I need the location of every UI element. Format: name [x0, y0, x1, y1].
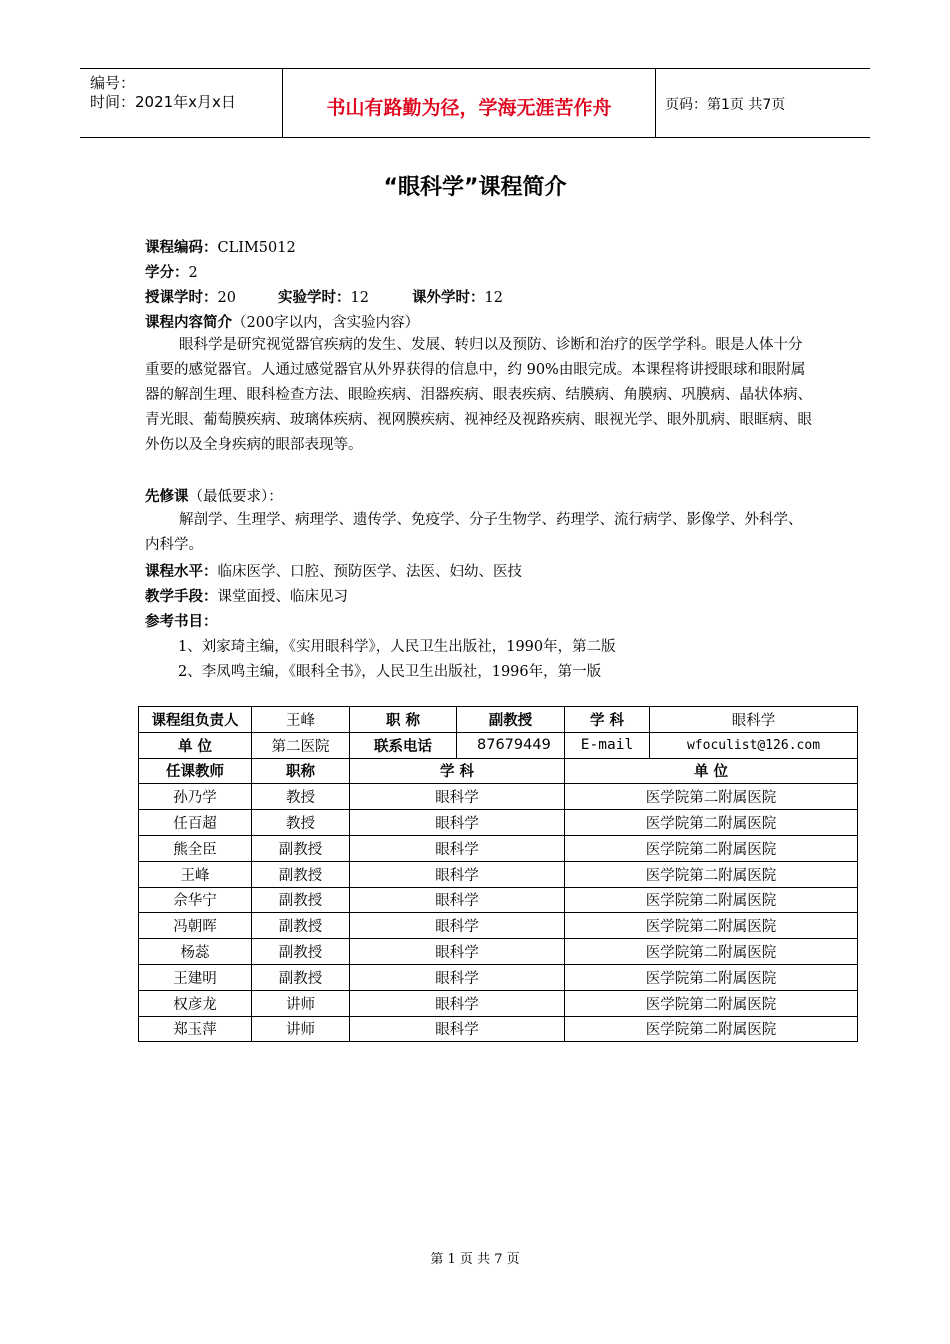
prereq-heading — [145, 485, 283, 506]
table-row — [139, 810, 858, 836]
subject-label: 学 科 — [565, 707, 650, 733]
teacher-unit: 医学院第二附属医院 — [565, 784, 858, 810]
table-row — [139, 1016, 858, 1042]
unit-value: 第二医院 — [252, 732, 350, 758]
teacher-subject: 眼科学 — [350, 939, 565, 965]
teacher-title: 教授 — [252, 810, 350, 836]
phone-value: 87679449 — [457, 732, 565, 758]
page-footer: 第 1 页 共 7 页 — [430, 1252, 520, 1267]
prereq-text: 解剖学、生理学、病理学、遗传学、免疫学、分子生物学、药理学、流行病学、影像学、外科学、内科学。 — [145, 512, 803, 553]
teacher-title: 副教授 — [252, 939, 350, 965]
teacher-name: 王建明 — [139, 964, 252, 990]
course-code-label: 课程编码： — [145, 240, 218, 256]
method-value: 课堂面授、临床见习 — [217, 589, 348, 605]
credit-value: 2 — [188, 265, 198, 281]
teacher-subject: 眼科学 — [350, 1016, 565, 1042]
lecture-hours-label: 授课学时： — [145, 290, 218, 306]
teacher-unit: 医学院第二附属医院 — [565, 964, 858, 990]
phone-label: 联系电话 — [350, 732, 457, 758]
reference-item: 2、李凤鸣主编，《眼科全书》，人民卫生出版社，1996年，第一版 — [178, 664, 602, 680]
teacher-name: 杨蕊 — [139, 939, 252, 965]
references-heading — [145, 610, 218, 631]
lab-hours — [278, 286, 369, 307]
teacher-subject: 眼科学 — [350, 810, 565, 836]
table-row — [139, 861, 858, 887]
teacher-name: 郑玉萍 — [139, 1016, 252, 1042]
teacher-unit: 医学院第二附属医院 — [565, 835, 858, 861]
col-teacher: 任课教师 — [139, 758, 252, 784]
teacher-title: 副教授 — [252, 835, 350, 861]
table-row — [139, 887, 858, 913]
header-motto-cell — [282, 69, 656, 137]
references-label: 参考书目： — [145, 614, 218, 630]
col-subject: 学 科 — [350, 758, 565, 784]
teacher-table — [138, 706, 858, 1042]
prereq-label: 先修课 — [145, 489, 189, 505]
header-page-number: 页码：第1页 共7页 — [665, 97, 786, 113]
reference-item: 1、刘家琦主编，《实用眼科学》，人民卫生出版社，1990年，第二版 — [178, 639, 616, 655]
course-hours — [145, 286, 236, 307]
teacher-subject: 眼科学 — [350, 913, 565, 939]
title-value: 副教授 — [457, 707, 565, 733]
unit-label: 单 位 — [139, 732, 252, 758]
teacher-subject: 眼科学 — [350, 861, 565, 887]
summary-note: （200字以内，含实验内容） — [232, 315, 420, 331]
prereq-note: （最低要求）： — [188, 489, 283, 505]
teacher-name: 任百超 — [139, 810, 252, 836]
header-meta — [80, 69, 282, 137]
level-label: 课程水平： — [145, 564, 218, 580]
teacher-subject: 眼科学 — [350, 964, 565, 990]
teacher-unit: 医学院第二附属医院 — [565, 990, 858, 1016]
course-level — [145, 560, 522, 581]
extra-hours-value: 12 — [484, 290, 503, 306]
teacher-unit: 医学院第二附属医院 — [565, 939, 858, 965]
course-code-value: CLIM5012 — [217, 240, 296, 256]
teacher-rows — [139, 784, 858, 1042]
teacher-title: 副教授 — [252, 887, 350, 913]
teacher-header-row — [139, 758, 858, 784]
table-row — [139, 990, 858, 1016]
lecture-hours-value: 20 — [217, 290, 236, 306]
unit-row — [139, 732, 858, 758]
teacher-subject: 眼科学 — [350, 990, 565, 1016]
teacher-subject: 眼科学 — [350, 835, 565, 861]
teacher-title: 讲师 — [252, 1016, 350, 1042]
teacher-title: 副教授 — [252, 964, 350, 990]
table-row — [139, 913, 858, 939]
email-value: wfoculist@126.com — [650, 732, 858, 758]
teaching-method — [145, 585, 348, 606]
header-number: 编号： — [90, 74, 136, 92]
leader-label: 课程组负责人 — [139, 707, 252, 733]
email-label: E-mail — [565, 732, 650, 758]
table-row — [139, 964, 858, 990]
course-code — [145, 236, 296, 257]
method-label: 教学手段： — [145, 589, 218, 605]
header-time: 时间：2021年x月x日 — [90, 93, 236, 111]
teacher-title: 副教授 — [252, 861, 350, 887]
extra-hours — [412, 286, 503, 307]
table-row — [139, 784, 858, 810]
teacher-name: 佘华宁 — [139, 887, 252, 913]
table-row — [139, 835, 858, 861]
extra-hours-label: 课外学时： — [412, 290, 485, 306]
teacher-unit: 医学院第二附属医院 — [565, 887, 858, 913]
summary-label: 课程内容简介 — [145, 315, 232, 331]
teacher-name: 孙乃学 — [139, 784, 252, 810]
summary-heading — [145, 311, 419, 332]
teacher-unit: 医学院第二附属医院 — [565, 913, 858, 939]
teacher-subject: 眼科学 — [350, 784, 565, 810]
header-page-cell — [655, 69, 870, 137]
teacher-title: 副教授 — [252, 913, 350, 939]
leader-row — [139, 707, 858, 733]
level-value: 临床医学、口腔、预防医学、法医、妇幼、医技 — [217, 564, 522, 580]
leader-value: 王峰 — [252, 707, 350, 733]
subject-value: 眼科学 — [650, 707, 858, 733]
document-title: “眼科学”课程简介 — [383, 175, 567, 200]
teacher-name: 权彦龙 — [139, 990, 252, 1016]
lab-hours-value: 12 — [350, 290, 369, 306]
course-credit — [145, 261, 198, 282]
teacher-unit: 医学院第二附属医院 — [565, 1016, 858, 1042]
table-row — [139, 939, 858, 965]
lab-hours-label: 实验学时： — [278, 290, 351, 306]
page-header — [80, 68, 870, 138]
credit-label: 学分： — [145, 265, 189, 281]
teacher-title: 讲师 — [252, 990, 350, 1016]
teacher-name: 冯朝晖 — [139, 913, 252, 939]
teacher-name: 熊全臣 — [139, 835, 252, 861]
teacher-title: 教授 — [252, 784, 350, 810]
teacher-unit: 医学院第二附属医院 — [565, 810, 858, 836]
title-label: 职 称 — [350, 707, 457, 733]
summary-text: 眼科学是研究视觉器官疾病的发生、发展、转归以及预防、诊断和治疗的医学学科。眼是人体十分重要的感觉器官。人通过感觉器官从外界获得的信息中，约 90%由眼完成。本课程将讲授眼球和眼附属器的解剖生理、眼科检查方法、眼睑疾病、泪器疾病、眼表疾病、结膜病、角膜病、巩膜病、晶状体病、青光眼、葡萄膜疾病、玻璃体疾病、视网膜疾病、视神经及视路疾病、眼视光学、眼外肌病、眼眶病、眼外伤以及全身疾病的眼部表现等。 — [145, 337, 812, 453]
col-title: 职称 — [252, 758, 350, 784]
col-unit: 单 位 — [565, 758, 858, 784]
header-motto: 书山有路勤为径，学海无涯苦作舟 — [326, 97, 612, 119]
teacher-name: 王峰 — [139, 861, 252, 887]
teacher-subject: 眼科学 — [350, 887, 565, 913]
teacher-unit: 医学院第二附属医院 — [565, 861, 858, 887]
